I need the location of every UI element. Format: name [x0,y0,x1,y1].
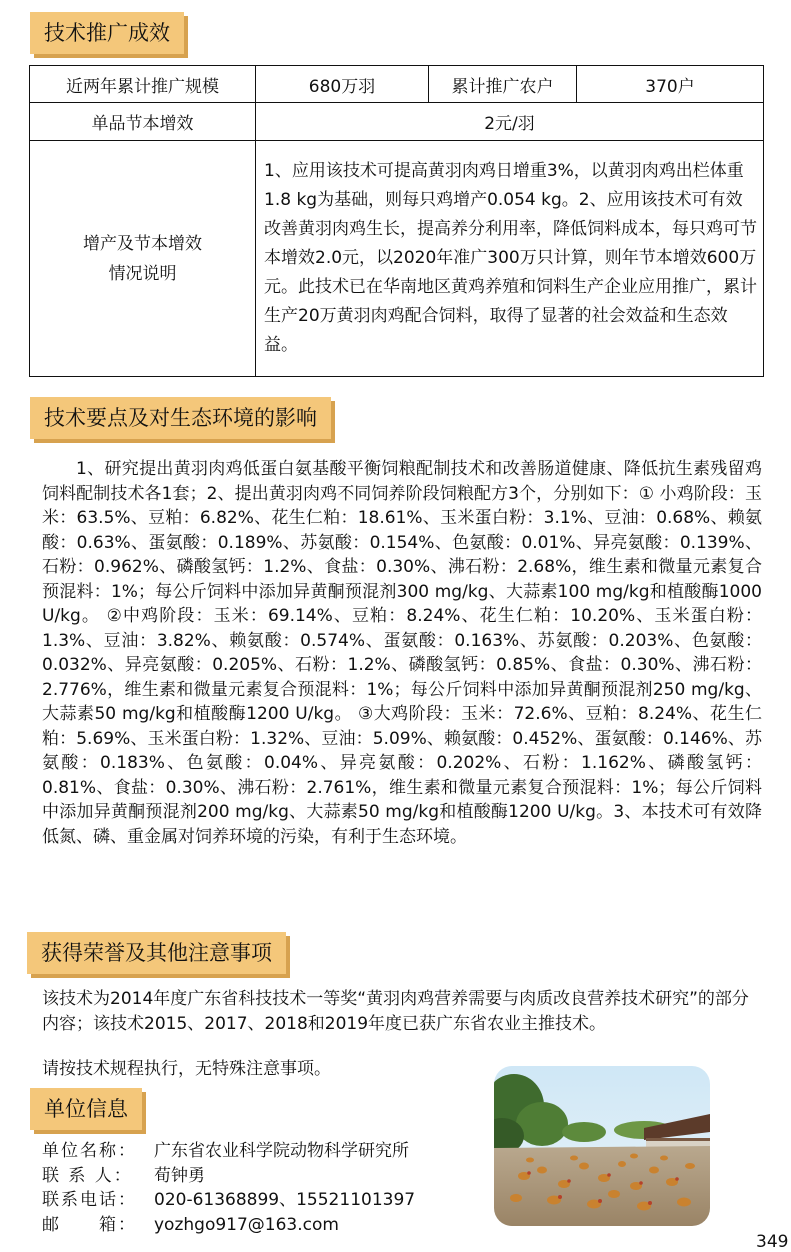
table-cell: 近两年累计推广规模 [30,66,256,103]
contact-person: 荀钟勇 [154,1165,205,1186]
keypoints-paragraph: 1、研究提出黄羽肉鸡低蛋白氨基酸平衡饲粮配制技术和改善肠道健康、降低抗生素残留鸡饲料配制技术各1套；2、提出黄羽肉鸡不同饲养阶段饲粮配方3个，分别如下：① 小鸡阶段：玉米：63.5%、豆粕：6.82%、花生仁粕：18.61%、玉米蛋白粉：3.1%、豆油：0.68%、赖氨酸：0.63%、蛋氨酸：0.189%、苏氨酸：0.154%、色氨酸：0.01%、异亮氨酸：0.139%、石粉：0.962%、磷酸氢钙：1.2%、食盐：0.30%、沸石粉：2.68%，维生素和微量元素复合预混料：1%；每公斤饲料中添加异黄酮预混剂300 mg/kg、大蒜素100 mg/kg和植酸酶1000 U/kg。 ②中鸡阶段：玉米：69.14%、豆粕：8.24%、花生仁粕：10.20%、玉米蛋白粉：1.3%、豆油：3.82%、赖氨酸：0.574%、蛋氨酸：0.163%、苏氨酸：0.203%、色氨酸：0.032%、异亮氨酸：0.205%、石粉：1.2%、磷酸氢钙：0.85%、食盐：0.30%、沸石粉：2.776%，维生素和微量元素复合预混料：1%；每公斤饲料中添加异黄酮预混剂250 mg/kg、大蒜素50 mg/kg和植酸酶1200 U/kg。 ③大鸡阶段：玉米：72.6%、豆粕：8.24%、花生仁粕：5.69%、玉米蛋白粉：1.32%、豆油：5.09%、赖氨酸：0.452%、蛋氨酸：0.146%、苏氨酸：0.183%、色氨酸：0.04%、异亮氨酸：0.202%、石粉：1.162%、磷酸氢钙：0.81%、食盐：0.30%、沸石粉：2.761%，维生素和微量元素复合预混料：1%；每公斤饲料中添加异黄酮预混剂200 mg/kg、大蒜素50 mg/kg和植酸酶1200 U/kg。3、本技术可有效降低氮、磷、重金属对饲养环境的污染，有利于生态环境。 [42,459,762,847]
table-row [30,66,764,103]
phone-row [42,1188,415,1213]
table-cell-description: 1、应用该技术可提高黄羽肉鸡日增重3%，以黄羽肉鸡出栏体重1.8 kg为基础，则每只鸡增产0.054 kg。2、应用该技术可有效改善黄羽肉鸡生长，提高养分利用率，降低饲料成本，每只鸡可节本增效2.0元，以2020年准广300万只计算，则年节本增效600万元。此技术已在华南地区黄鸡养殖和饲料生产企业应用推广，累计生产20万黄羽肉鸡配合饲料，取得了显著的社会效益和生态效益。 [256,141,764,377]
table-cell [30,141,256,377]
table-cell: 370户 [577,66,764,103]
field-label: 单位名称： [42,1141,137,1161]
section-header-keypoints: 技术要点及对生态环境的影响 [30,397,331,439]
contact-row [42,1164,415,1189]
chicken-farm-photo [494,1066,710,1226]
page-number: 349 [756,1232,789,1252]
table-cell: 累计推广农户 [429,66,577,103]
field-label: 联 系 人： [42,1165,133,1186]
promotion-effect-table [29,65,764,377]
section-header-effect: 技术推广成效 [30,12,184,54]
table-cell: 2元/羽 [256,103,764,141]
row-label-line: 情况说明 [108,263,177,284]
email-row [42,1213,415,1238]
table-cell: 单品节本增效 [30,103,256,141]
table-row [30,141,764,377]
row-label-line: 增产及节本增效 [83,233,202,254]
email-address: yozhgo917@163.com [154,1214,339,1235]
field-label: 邮 箱： [42,1214,137,1235]
notes-paragraph: 请按技术规程执行，无特殊注意事项。 [42,1059,331,1079]
unit-name: 广东省农业科学院动物科学研究所 [154,1141,409,1161]
phone-number: 020-61368899、15521101397 [154,1190,416,1210]
unit-name-row [42,1139,415,1164]
section-header-unit: 单位信息 [30,1088,142,1130]
table-cell: 680万羽 [256,66,429,103]
unit-info [42,1139,415,1237]
honors-paragraph: 该技术为2014年度广东省科技技术一等奖“黄羽肉鸡营养需要与肉质改良营养技术研究”的部分内容；该技术2015、2017、2018和2019年度已获广东省农业主推技术。 [42,989,749,1034]
section-header-honors: 获得荣誉及其他注意事项 [27,932,286,974]
field-label: 联系电话： [42,1190,137,1210]
table-row [30,103,764,141]
